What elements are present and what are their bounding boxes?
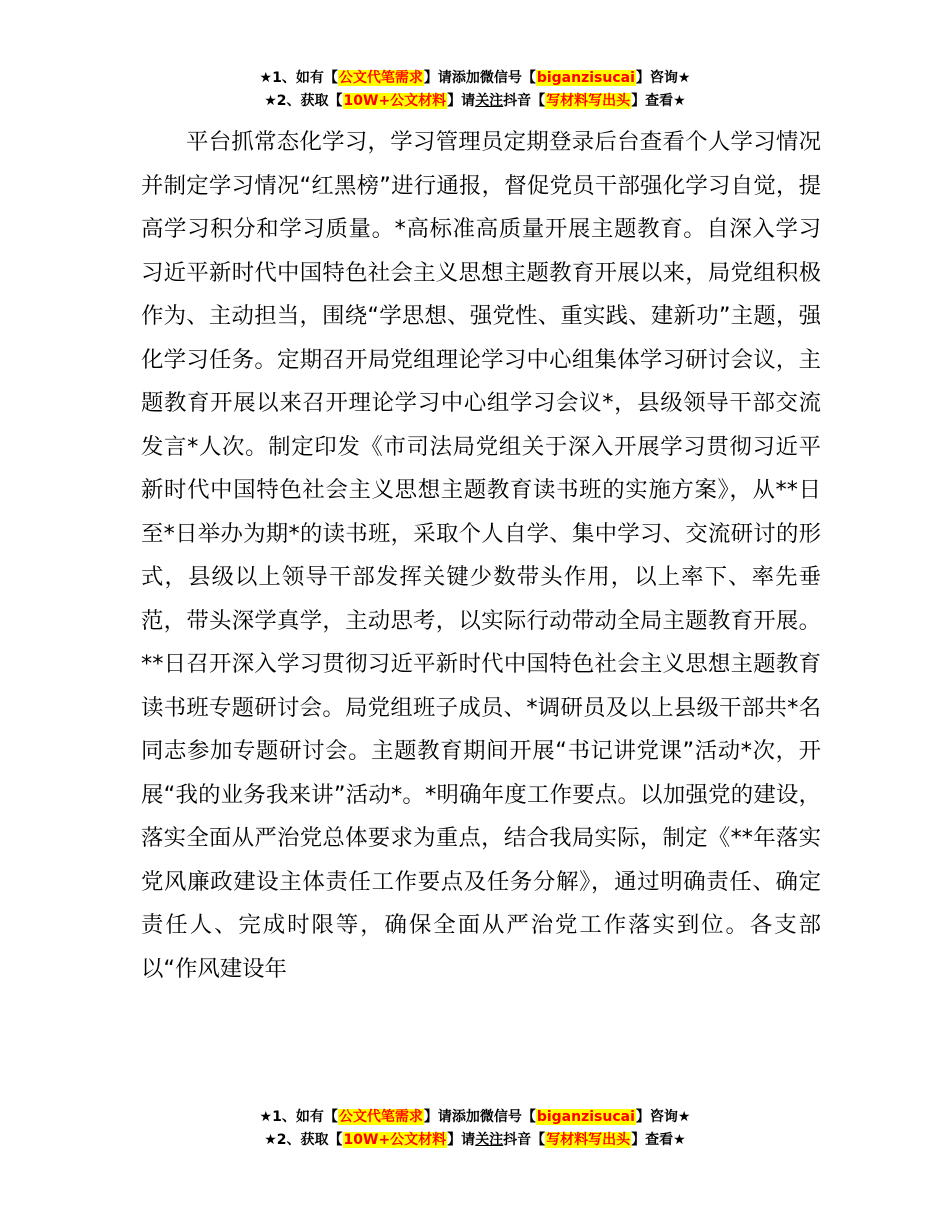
body-paragraph: 平台抓常态化学习，学习管理员定期登录后台查看个人学习情况并制定学习情况“红黑榜”进行通报，督促党员干部强化学习自觉，提高学习积分和学习质量。*高标准高质量开展主题教育。自深入学习习近平新时代中国特色社会主义思想主题教育开展以来，局党组积极作为、主动担当，围绕“学思想、强党性、重实践、建新功”主题，强化学习任务。定期召开局党组理论学习中心组集体学习研讨会议，主题教育开展以来召开理论学习中心组学习会议*，县级领导干部交流发言*人次。制定印发《市司法局党组关于深入开展学习贯彻习近平新时代中国特色社会主义思想主题教育读书班的实施方案》，从**日至*日举办为期*的读书班，采取个人自学、集中学习、交流研讨的形式，县级以上领导干部发挥关键少数带头作用，以上率下、率先垂范，带头深学真学，主动思考，以实际行动带动全局主题教育开展。**日召开深入学习贯彻习近平新时代中国特色社会主义思想主题教育读书班专题研讨会。局党组班子成员、*调研员及以上县级干部共*名同志参加专题研讨会。主题教育期间开展“书记讲党课”活动*次，开展“我的业务我来讲”活动*。*明确年度工作要点。以加强党的建设，落实全面从严治党总体要求为重点，结合我局实际，制定《**年落实党风廉政建设主体责任工作要点及任务分解》，通过明确责任、确定责任人、完成时限等，确保全面从严治党工作落实到位。各支部以“作风建设年: [141, 129, 821, 982]
footer-line-1-prefix: ★1、如有【: [259, 1109, 338, 1125]
banner-line-2-mid: 】请: [447, 93, 476, 109]
footer-line-2-prefix: ★2、获取【: [264, 1132, 343, 1148]
banner-line-1-highlight-service: 公文代笔需求: [338, 70, 423, 86]
banner-line-2-emphasis: 关注: [475, 93, 504, 109]
footer-line-2-mid2: 抖音【: [503, 1132, 546, 1148]
banner-line-2-mid2: 抖音【: [503, 93, 546, 109]
banner-line-1-suffix: 】咨询★: [635, 70, 691, 86]
banner-line-1-highlight-wechat-id: biganzisucai: [536, 70, 635, 86]
footer-line-1-emphasis: 加: [465, 1109, 480, 1125]
banner-line-1-emphasis: 加: [465, 70, 480, 86]
banner-line-1: [0, 67, 950, 90]
banner-line-2-suffix: 】查看★: [631, 93, 686, 109]
footer-line-1-mid2: 微信号【: [479, 1109, 536, 1125]
footer-line-1-mid: 】请添: [423, 1109, 466, 1125]
footer-line-1-suffix: 】咨询★: [635, 1109, 691, 1125]
footer-line-1-highlight-wechat-id: biganzisucai: [536, 1109, 635, 1125]
footer-line-2-highlight-douyin: 写材料写出头: [546, 1132, 631, 1148]
footer-line-2-emphasis: 关注: [475, 1132, 504, 1148]
banner-line-2: [0, 90, 950, 113]
footer-banner-line-2: [0, 1129, 950, 1152]
footer-line-2-mid: 】请: [447, 1132, 476, 1148]
footer-banner-line-1: [0, 1106, 950, 1129]
banner-line-1-mid2: 微信号【: [479, 70, 536, 86]
banner-line-1-prefix: ★1、如有【: [259, 70, 338, 86]
banner-line-1-mid: 】请添: [423, 70, 466, 86]
header-banner: [0, 67, 950, 113]
footer-line-2-suffix: 】查看★: [631, 1132, 686, 1148]
footer-line-2-highlight-materials: 10W+公文材料: [343, 1132, 447, 1148]
footer-banner: [0, 1106, 950, 1152]
banner-line-2-highlight-materials: 10W+公文材料: [343, 93, 447, 109]
footer-line-1-highlight-service: 公文代笔需求: [338, 1109, 423, 1125]
banner-line-2-highlight-douyin: 写材料写出头: [546, 93, 631, 109]
banner-line-2-prefix: ★2、获取【: [264, 93, 343, 109]
